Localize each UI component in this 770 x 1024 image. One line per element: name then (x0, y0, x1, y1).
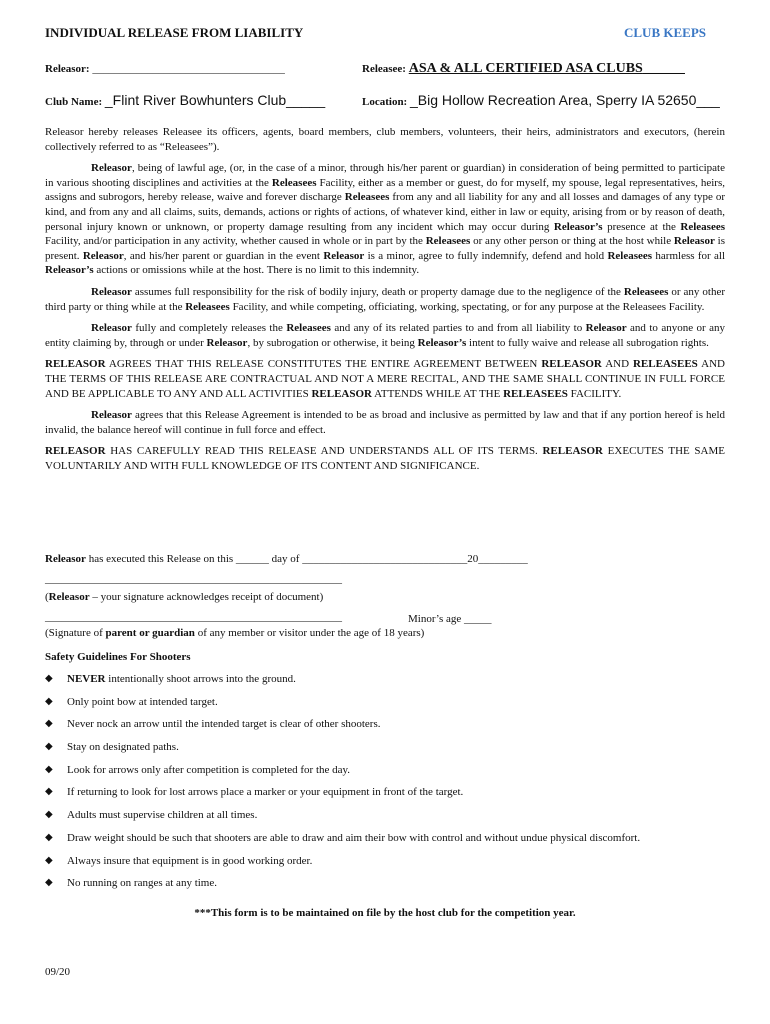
club-name-value: _Flint River Bowhunters Club_____ (104, 92, 326, 108)
safety-guideline-text: If returning to look for lost arrows place a marker or your equipment in front of the target. (67, 786, 464, 799)
club-name-field (45, 92, 325, 108)
safety-guideline-text: Never nock an arrow until the intended target is clear of other shooters. (67, 718, 381, 731)
diamond-bullet-icon: ◆ (45, 854, 53, 866)
location-label: Location: (362, 96, 408, 108)
safety-guideline-item (45, 672, 640, 695)
retention-note: ***This form is to be maintained on file by the host club for the competition year. (194, 907, 576, 919)
safety-guideline-item (45, 831, 640, 854)
safety-guideline-text: Only point bow at intended target. (67, 695, 218, 708)
execution-date-line[interactable]: Releasor has executed this Release on this ______ day of ______________________________20_________ (45, 553, 528, 565)
copy-designation: CLUB KEEPS (624, 25, 706, 40)
safety-guidelines-list (45, 672, 640, 899)
location-field (362, 92, 720, 108)
releasee-label: Releasee: (362, 63, 406, 75)
diamond-bullet-icon: ◆ (45, 718, 53, 730)
safety-guideline-item (45, 785, 640, 808)
safety-guideline-item (45, 808, 640, 831)
safety-guideline-item (45, 876, 640, 899)
diamond-bullet-icon: ◆ (45, 877, 53, 889)
releasor-label: Releasor: (45, 63, 90, 75)
safety-guideline-text: Adults must supervise children at all times. (67, 809, 258, 822)
safety-guideline-text: No running on ranges at any time. (67, 877, 217, 890)
releasor-input-line[interactable]: ___________________________________ (92, 63, 285, 75)
safety-guideline-text: Stay on designated paths. (67, 741, 179, 754)
diamond-bullet-icon: ◆ (45, 786, 53, 798)
releasee-field (362, 61, 685, 77)
release-body (45, 125, 725, 473)
diamond-bullet-icon: ◆ (45, 831, 53, 843)
paragraph-risk: Releasor assumes full responsibility for the risk of bodily injury, death or property damage due to the negligence of the Releasees or any other third party or thing while at the Releasees Facility, and while competing, officiating, working, spectating, or for any purpose at the Releasees Facility. (45, 285, 725, 313)
diamond-bullet-icon: ◆ (45, 673, 53, 684)
location-value: _Big Hollow Recreation Area, Sperry IA 52650___ (409, 92, 720, 108)
releasor-signature-note: (Releasor – your signature acknowledges receipt of document) (45, 591, 324, 603)
diamond-bullet-icon: ◆ (45, 695, 53, 707)
paragraph-severability: Releasor agrees that this Release Agreement is intended to be as broad and inclusive as permitted by law and that if any portion hereof is held invalid, the balance hereof will continue in full force and effect. (45, 409, 725, 436)
club-name-label: Club Name: (45, 96, 103, 108)
safety-guideline-text: NEVER intentionally shoot arrows into the ground. (67, 673, 296, 685)
guardian-signature-line[interactable]: ______________________________________________________ (45, 611, 342, 623)
paragraph-intro: Releasor hereby releases Releasee its officers, agents, board members, club members, volunteers, their heirs, administrators and executors, (herein collectively referred to as “Releasees”). (45, 126, 725, 153)
safety-guideline-item (45, 695, 640, 718)
safety-guideline-text: Always insure that equipment is in good working order. (67, 854, 313, 867)
minor-age-field[interactable]: Minor’s age _____ (408, 613, 492, 625)
paragraph-entire-agreement: RELEASOR AGREES THAT THIS RELEASE CONSTITUTES THE ENTIRE AGREEMENT BETWEEN RELEASOR AND RELEASEES AND THE TERMS OF THIS RELEASE ARE CONTRACTUAL AND NOT A MERE RECITAL, AND THE SAME SHALL CONTINUE IN FULL FORCE AND BE APPLICABLE TO ANY AND ALL ACTIVITIES RELEASOR ATTENDS WHILE AT THE RELEASEES FACILITY. (45, 358, 725, 400)
releasee-trail: ______ (642, 61, 685, 76)
paragraph-acknowledgement: RELEASOR HAS CAREFULLY READ THIS RELEASE AND UNDERSTANDS ALL OF ITS TERMS. RELEASOR EXECUTES THE SAME VOLUNTARILY AND WITH FULL KNOWLEDGE OF ITS CONTENT AND SIGNIFICANCE. (45, 445, 725, 472)
safety-guideline-text: Draw weight should be such that shooters are able to draw and aim their bow with control and without undue physical discomfort. (67, 831, 641, 844)
safety-guideline-text: Look for arrows only after competition is completed for the day. (67, 763, 351, 776)
safety-guideline-item (45, 717, 640, 740)
releasor-field[interactable] (45, 63, 285, 75)
safety-guideline-item (45, 763, 640, 786)
paragraph-release: Releasor, being of lawful age, (or, in the case of a minor, through his/her parent or guardian) in consideration of being permitted to participate in various shooting disciplines and activities at the Releasees Facility, either as a member or guest, do for myself, my spouse, legal representatives, heirs, assigns and subrogors, hereby release, waive and forever discharge Releasees from any and all liability for any and all losses and damages of any type or kind, and from any and all claims, suits, demands, actions or rights of actions, of whatever kind, either in law or equity, arising from or by reason of death, personal injury known or unknown, or property damage resulting from any incident which may occur during Releasor’s presence at the Releasees Facility, and/or participation in any activity, whether caused in whole or in part by the Releasees or any other person or thing at the host while Releasor is present. Releasor, and his/her parent or guardian in the event Releasor is a minor, agree to fully indemnify, defend and hold Releasees harmless for all Releasor’s actions or omissions while at the host. There is no limit to this indemnity. (45, 162, 726, 277)
paragraph-subrogation: Releasor fully and completely releases the Releasees and any of its related parties to and from all liability to Releasor and to anyone or any entity claiming by, through or under Releasor, by subrogation or otherwise, it being Releasor’s intent to fully waive and release all subrogation rights. (45, 322, 726, 349)
diamond-bullet-icon: ◆ (45, 809, 53, 821)
diamond-bullet-icon: ◆ (45, 763, 53, 775)
releasor-signature-line[interactable]: ______________________________________________________ (45, 573, 342, 585)
safety-guideline-item (45, 740, 640, 763)
form-title: INDIVIDUAL RELEASE FROM LIABILITY (45, 25, 304, 40)
guardian-signature-note: (Signature of parent or guardian of any member or visitor under the age of 18 years) (45, 627, 425, 639)
diamond-bullet-icon: ◆ (45, 741, 53, 753)
safety-guideline-item (45, 854, 640, 877)
revision-date: 09/20 (45, 966, 71, 978)
safety-title: Safety Guidelines For Shooters (45, 651, 191, 663)
releasee-value: ASA & ALL CERTIFIED ASA CLUBS (408, 61, 643, 76)
